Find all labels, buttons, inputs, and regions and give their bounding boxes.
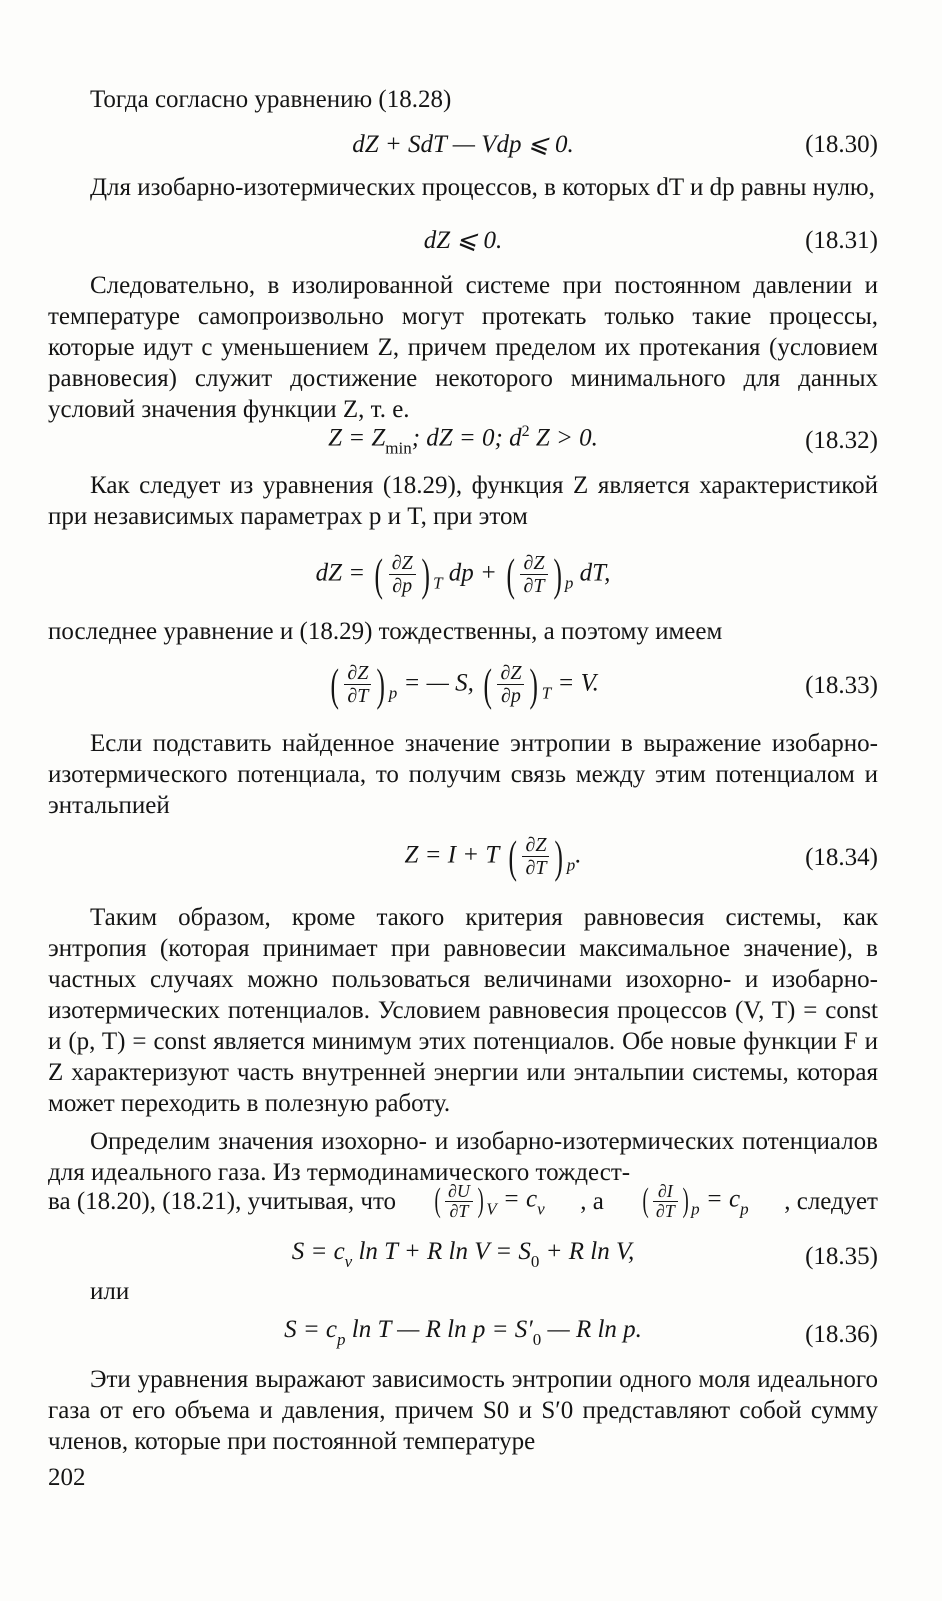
equation-dZ: dZ = ( $\frac{\partial Z}{\partial p}$ ) $_T$ dp + ( $\frac{\partial Z}{\partial T}$ ) $_p$ dT, [315,548,611,600]
eq-18-34-frac: $\frac{\partial Z}{\partial T}$ [522,834,549,879]
eq-18-32-sub-min: min [385,438,412,458]
equation-18-30 [48,114,878,174]
paragraph-as-follows: Как следует из уравнения (18.29), функция Z является характеристикой при независимых параметрах p и T, при этом [48,472,878,530]
paragraph-isobaric: Для изобарно-изотермических процессов, в которых dT и dp равны нулю, [90,174,875,201]
equation-18-34-number: (18.34) [805,843,878,871]
paragraph-define-line1: Определим значения изохорно- и изобарно-изотермических потенциалов для идеального газа. Из термодинамического тождест- [48,1128,878,1186]
or-word: или [90,1278,130,1305]
eq-dZ-frac1: $\frac{\partial Z}{\partial p}$ [389,552,416,597]
eq-18-33-sub1: p [388,683,398,703]
eq-dZ-sub2: p [564,573,574,593]
eq-dZ-tail: dT, [579,559,611,587]
equation-18-32 [48,410,878,470]
equation-18-31 [48,210,878,270]
eq-18-33-tail: = V. [557,669,599,697]
define-derivative-cp: ( $\frac{\partial I}{\partial T}$ ) $_p = c_p$ [642,1180,749,1221]
eq-18-33-frac1: $\frac{\partial Z}{\partial T}$ [344,662,371,707]
eq-dZ-lhs: dZ = [315,559,366,587]
equation-18-30-body: dZ + SdT — Vdp ⩽ 0. [352,130,574,158]
paragraph-thus: Таким образом, кроме такого критерия равновесия системы, как энтропия (которая принимает при равновесии максимальное значение), в частных случаях можно пользоваться величинами изохорно- и изобарно-изотермических потенциалов. Условием равновесия процессов (V, T) = const и (p, T) = const является минимум этих потенциалов. Обе новые функции F и Z характеризуют часть внутренней энергии или энтальпии системы, которая может переходить в полезную работу. [48,904,878,1117]
page-number: 202 [48,1464,86,1491]
eq-dZ-sub1: T [433,573,443,593]
equation-18-31-body: dZ ⩽ 0. [423,226,503,254]
paragraph-last-equation: последнее уравнение и (18.29) тождественны, а поэтому имеем [48,618,723,645]
define-post: , следует [784,1187,878,1215]
eq-dZ-frac2: $\frac{\partial Z}{\partial T}$ [520,552,547,597]
eq-18-32-part3: Z > 0. [529,424,598,452]
eq-18-34-tail: . [575,841,582,869]
paragraph-these-equations: Эти уравнения выражают зависимость энтропии одного моля идеального газа от его объема и давления, причем S0 и S′0 представляют собой сумму членов, которые при постоянной температуре [48,1366,878,1455]
eq-18-33-mid: = — S, [403,669,481,697]
equation-18-36-number: (18.36) [805,1320,878,1348]
eq-18-33-sub2: T [541,683,552,703]
equation-18-35: $S = c_v$ ln T + R $\ln V = S_0 + R$ ln V, (18.35) [291,1237,878,1271]
eq-18-32-sup: 2 [521,423,530,441]
define-derivative-cv: ( $\frac{\partial U}{\partial T}$ ) $_V = c_v$ [434,1180,545,1221]
equation-18-33: ( $\frac{\partial Z}{\partial T}$ ) $_p$ = — S, ( $\frac{\partial Z}{\partial p}$ ) $_T$ = V. (18.33) [330,658,878,710]
define-pre: ва (18.20), (18.21), учитывая, что [48,1187,397,1215]
equation-18-34: Z = I + T ( $\frac{\partial Z}{\partial T}$ ) $_p$. (18.34) [404,830,878,882]
eq-dZ-mid: dp + [448,559,504,587]
intro-line: Тогда согласно уравнению (18.28) [90,86,452,113]
eq-18-32-part1: Z = Z [328,424,386,452]
equation-18-36: $S = c_p$ ln T — R $\ln p = S'_0$ — R ln p. (18.36) [284,1315,878,1349]
paragraph-define-line2 [48,1178,878,1225]
eq-18-34-sub: p [566,855,576,875]
equation-18-35-number: (18.35) [805,1242,878,1270]
equation-18-31-number: (18.31) [805,226,878,254]
eq-18-32-part2: ; dZ = 0; d [411,424,522,452]
define-mid: , а [580,1187,604,1215]
eq-18-33-frac2: $\frac{\partial Z}{\partial p}$ [497,662,524,707]
paragraph-consequently: Следовательно, в изолированной системе при постоянном давлении и температуре самопроизвольно могут протекать только такие процессы, которые идут с уменьшением Z, причем пределом их протекания (условием равновесия) служит достижение некоторого минимального для данных условий значения функции Z, т. е. [48,272,878,423]
paragraph-substitute: Если подставить найденное значение энтропии в выражение изобарно-изотермического потенциала, то получим связь между этим потенциалом и энтальпией [48,730,878,819]
equation-18-32-number: (18.32) [805,426,878,454]
eq-18-34-lhs: Z = I + T [404,841,499,869]
equation-18-30-number: (18.30) [805,130,878,158]
equation-18-33-number: (18.33) [805,671,878,699]
